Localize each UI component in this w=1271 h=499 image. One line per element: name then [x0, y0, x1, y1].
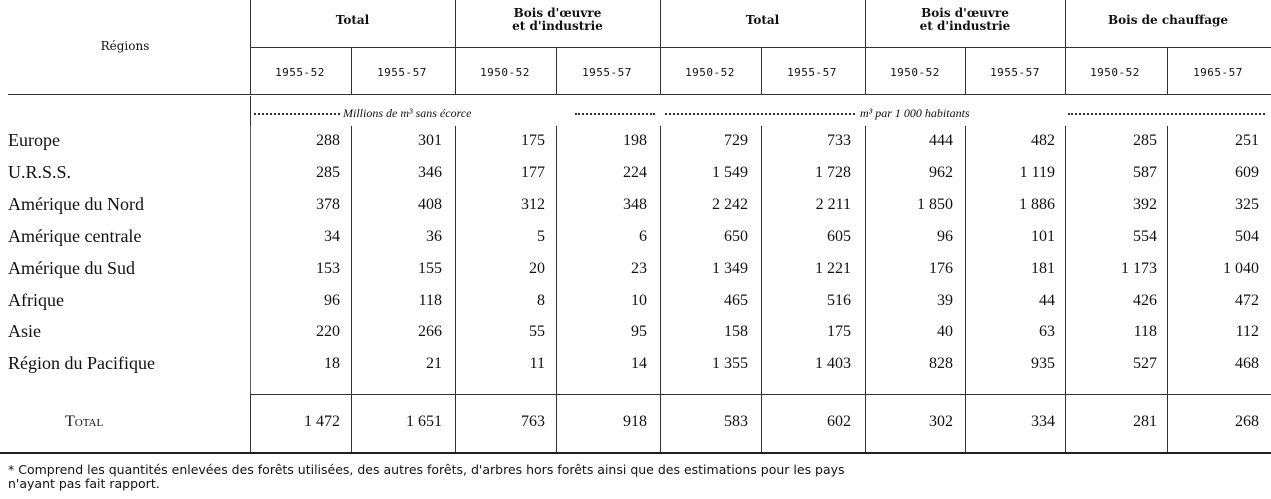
- unit-label-per-capita: m³ par 1 000 habitants: [860, 106, 970, 120]
- year-header: 1955-57: [787, 66, 837, 79]
- table-cell: 153: [316, 260, 340, 277]
- table-cell: 63: [1039, 323, 1055, 340]
- table-cell: 198: [623, 132, 647, 149]
- region-name: U.R.S.S.: [8, 162, 72, 182]
- table-cell: 21: [426, 355, 442, 372]
- year-header: 1955-57: [582, 66, 632, 79]
- table-cell: 95: [631, 323, 647, 340]
- table-cell: 96: [937, 228, 953, 245]
- unit-leader-dots: [575, 113, 655, 115]
- regions-header: Régions: [100, 39, 150, 53]
- table-cell: 181: [1031, 260, 1055, 277]
- table-cell: 504: [1235, 228, 1259, 245]
- table-cell: 733: [827, 132, 851, 149]
- footnote-line-2: n'ayant pas fait rapport.: [8, 476, 160, 491]
- year-header: 1950-52: [1090, 66, 1140, 79]
- table-cell: 527: [1133, 355, 1157, 372]
- unit-leader-dots: [1068, 113, 1265, 115]
- table-cell: 1 549: [712, 164, 748, 181]
- table-cell: 408: [418, 196, 442, 213]
- table-cell: 1 728: [815, 164, 851, 181]
- table-cell: 118: [1133, 323, 1157, 340]
- table-cell: 1 119: [1019, 164, 1055, 181]
- column-divider: [1065, 126, 1066, 452]
- year-header: 1950-52: [890, 66, 940, 79]
- table-cell: 55: [529, 323, 545, 340]
- table-cell: 39: [937, 292, 953, 309]
- table-cell: 18: [324, 355, 340, 372]
- table-cell: 285: [316, 164, 340, 181]
- column-divider: [761, 47, 762, 94]
- table-cell: 266: [418, 323, 442, 340]
- table-cell: 472: [1235, 292, 1259, 309]
- footnote-line-1: * Comprend les quantités enlevées des forêts utilisées, des autres forêts, d'arbres hors forêts ainsi que des estimations pour les pays: [8, 462, 845, 477]
- column-divider: [965, 47, 966, 94]
- column-divider: [1167, 47, 1168, 94]
- total-cell: 302: [929, 413, 953, 430]
- table-cell: 1 886: [1019, 196, 1055, 213]
- table-cell: 2 242: [712, 196, 748, 213]
- table-cell: 325: [1235, 196, 1259, 213]
- total-cell: 281: [1133, 413, 1157, 430]
- table-cell: 176: [929, 260, 953, 277]
- region-name: Asie: [8, 321, 41, 341]
- table-cell: 175: [827, 323, 851, 340]
- region-name: Amérique du Sud: [8, 258, 135, 278]
- column-divider: [865, 0, 866, 94]
- total-label: Total: [65, 413, 104, 430]
- table-cell: 40: [937, 323, 953, 340]
- year-header: 1955-57: [990, 66, 1040, 79]
- table-cell: 8: [537, 292, 545, 309]
- table-cell: 1 355: [712, 355, 748, 372]
- table-cell: 155: [418, 260, 442, 277]
- region-name: Afrique: [8, 290, 64, 310]
- table-cell: 1 040: [1223, 260, 1259, 277]
- region-name: Région du Pacifique: [8, 353, 155, 373]
- group-header-total-1: Total: [335, 13, 370, 27]
- table-cell: 44: [1039, 292, 1055, 309]
- table-cell: 10: [631, 292, 647, 309]
- table-cell: 1 221: [815, 260, 851, 277]
- table-cell: 1 349: [712, 260, 748, 277]
- table-cell: 118: [418, 292, 442, 309]
- total-cell: 1 472: [304, 413, 340, 430]
- column-divider: [556, 47, 557, 94]
- column-divider: [1065, 0, 1066, 94]
- table-cell: 444: [929, 132, 953, 149]
- table-cell: 392: [1133, 196, 1157, 213]
- table-cell: 11: [529, 355, 545, 372]
- region-name: Europe: [8, 130, 60, 150]
- table-cell: 301: [418, 132, 442, 149]
- table-cell: 312: [521, 196, 545, 213]
- table-cell: 20: [529, 260, 545, 277]
- group-header-bois-chauffage: Bois de chauffage: [1107, 13, 1229, 27]
- table-cell: 14: [631, 355, 647, 372]
- table-cell: 34: [324, 228, 340, 245]
- table-cell: 96: [324, 292, 340, 309]
- table-cell: 101: [1031, 228, 1055, 245]
- table-cell: 1 850: [917, 196, 953, 213]
- table-cell: 36: [426, 228, 442, 245]
- table-cell: 220: [316, 323, 340, 340]
- table-cell: 1 403: [815, 355, 851, 372]
- unit-leader-dots: [254, 113, 340, 115]
- table-cell: 23: [631, 260, 647, 277]
- table-cell: 729: [724, 132, 748, 149]
- table-cell: 650: [724, 228, 748, 245]
- region-name: Amérique du Nord: [8, 194, 144, 214]
- table-cell: 6: [639, 228, 647, 245]
- table-cell: 426: [1133, 292, 1157, 309]
- column-divider: [250, 96, 251, 126]
- total-cell: 268: [1235, 413, 1259, 430]
- column-divider: [455, 0, 456, 94]
- group-header-bois-oeuvre-2: Bois d'œuvre et d'industrie: [919, 6, 1011, 33]
- table-cell: 378: [316, 196, 340, 213]
- total-cell: 763: [521, 413, 545, 430]
- region-name: Amérique centrale: [8, 226, 142, 246]
- column-divider: [660, 0, 661, 94]
- table-cell: 224: [623, 164, 647, 181]
- total-cell: 1 651: [406, 413, 442, 430]
- table-cell: 251: [1235, 132, 1259, 149]
- table-cell: 468: [1235, 355, 1259, 372]
- table-cell: 587: [1133, 164, 1157, 181]
- table-cell: 112: [1235, 323, 1259, 340]
- unit-label-volume: Millions de m³ sans écorce: [343, 106, 472, 120]
- table-cell: 605: [827, 228, 851, 245]
- table-cell: 465: [724, 292, 748, 309]
- table-cell: 482: [1031, 132, 1055, 149]
- unit-leader-dots: [665, 113, 855, 115]
- table-cell: 288: [316, 132, 340, 149]
- year-header: 1955-52: [275, 66, 325, 79]
- column-divider: [250, 0, 251, 94]
- total-cell: 583: [724, 413, 748, 430]
- table-cell: 175: [521, 132, 545, 149]
- table-cell: 828: [929, 355, 953, 372]
- column-divider: [351, 47, 352, 94]
- table-cell: 5: [537, 228, 545, 245]
- table-cell: 348: [623, 196, 647, 213]
- table-cell: 285: [1133, 132, 1157, 149]
- year-header: 1955-57: [377, 66, 427, 79]
- table-cell: 1 173: [1121, 260, 1157, 277]
- table-cell: 935: [1031, 355, 1055, 372]
- total-cell: 602: [827, 413, 851, 430]
- table-cell: 177: [521, 164, 545, 181]
- group-header-total-2: Total: [745, 13, 780, 27]
- table-cell: 346: [418, 164, 442, 181]
- total-cell: 918: [623, 413, 647, 430]
- table-cell: 609: [1235, 164, 1259, 181]
- year-header: 1950-52: [480, 66, 530, 79]
- table-cell: 962: [929, 164, 953, 181]
- header-bottom-rule: [8, 94, 1271, 95]
- table-cell: 516: [827, 292, 851, 309]
- table-cell: 2 211: [815, 196, 851, 213]
- table-cell: 554: [1133, 228, 1157, 245]
- year-header: 1950-52: [685, 66, 735, 79]
- table-cell: 158: [724, 323, 748, 340]
- year-header: 1965-57: [1193, 66, 1243, 79]
- table-bottom-rule: [0, 452, 1271, 454]
- column-divider: [1167, 126, 1168, 452]
- group-header-bois-oeuvre-1: Bois d'œuvre et d'industrie: [512, 6, 603, 33]
- total-cell: 334: [1031, 413, 1055, 430]
